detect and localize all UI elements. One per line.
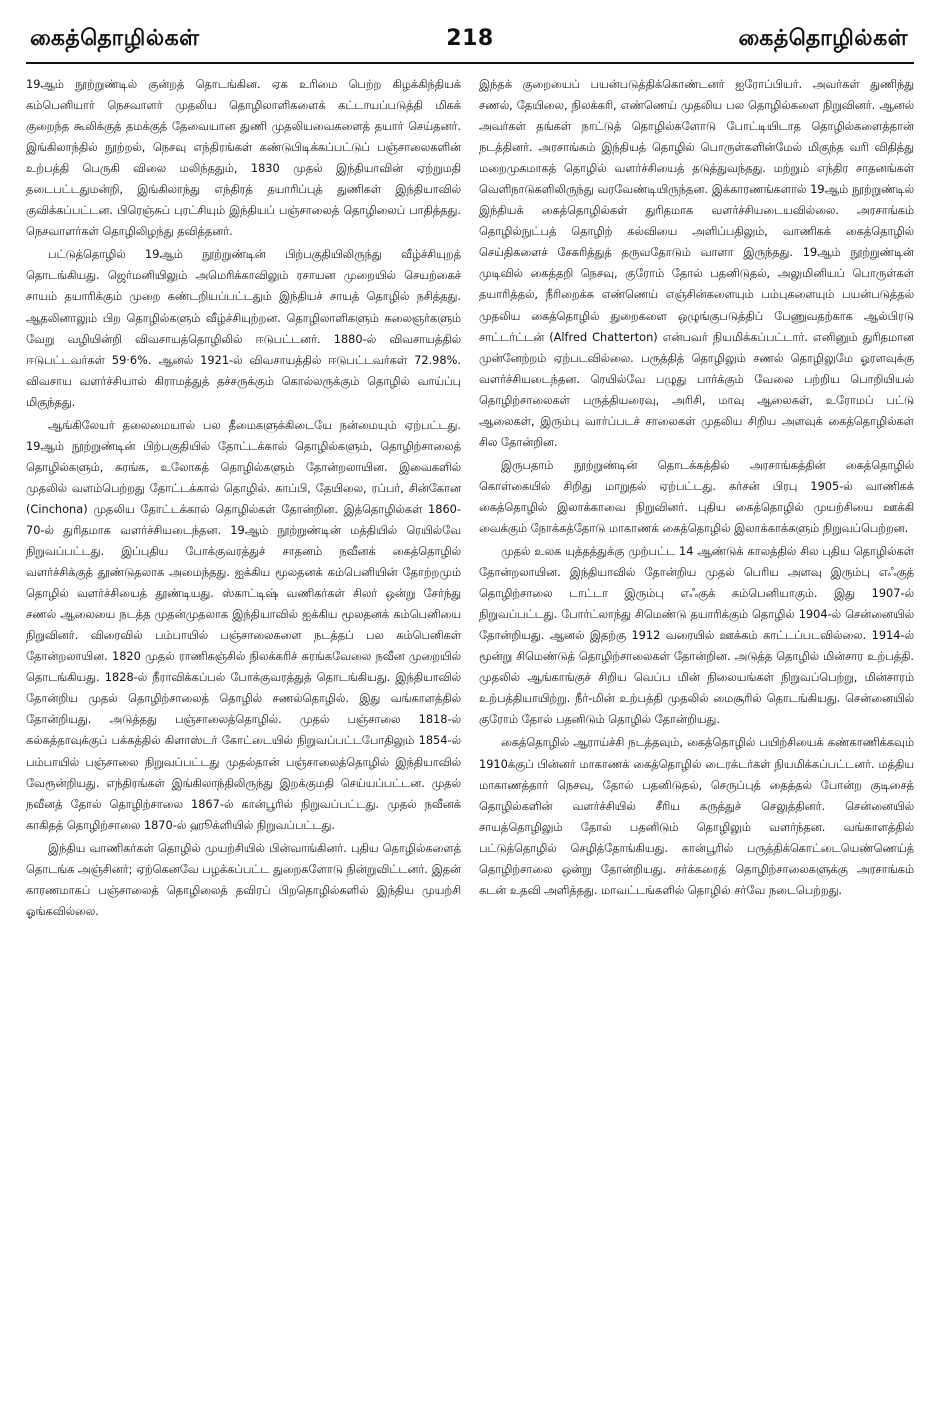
paragraph: முதல் உலக யுத்தத்துக்கு முற்பட்ட 14 ஆண்டுக் காலத்தில் சில புதிய தொழில்கள் தோன்றலாயின. இந்தியாவில் தோன்றிய முதல் பெரிய அளவு இரும்பு எஃகுத் தொழிற்சாலை டாட்டா இரும்பு எஃகுக் கம்பெனியாகும். இது 1907-ல் நிறுவப்பட்டது. போர்ட்லாந்து சிமெண்டு தயாரிக்கும் தொழில் 1904-ல் சென்னையில் தோன்றியது. ஆனல் இதற்கு 1912 வரையில் ஊக்கம் காட்டப்படவில்லை. 1914-ல் மூன்று சிமெண்டுத் தொழிற்சாலைகள் தோன்றின. அடுத்த தொழில் மின்சார உற்பத்தி. முதலில் ஆங்காங்குச் சிறிய வெப்ப மின் நிலையங்கள் நிறுவப்பெற்று, மின்சாரம் உற்பத்தியாயிற்று. நீர்-மின் உற்பத்தி முதலில் மைசூரில் தொடங்கியது. சென்னையில் குரோம் தோல் பதனிடும் தொழில் தோன்றியது. xyxy=(479,544,914,727)
paragraph: இந்திய வாணிகர்கள் தொழில் முயற்சியில் பின்வாங்கினர். புதிய தொழில்களைத் தொடங்க அஞ்சினர்; ஏற்கெனவே பழக்கப்பட்ட துறைகளோடு நின்றுவிட்டனர். இதன் காரணமாகப் பஞ்சாலைத் தொழிலைத் தவிரப் பிறதொழில்களில் இந்திய முயற்சி ஓங்கவில்லை. xyxy=(26,840,461,918)
paragraph: ஆங்கிலேயர் தலைமையால் பல தீமைகளுக்கிடையே நன்மையும் ஏற்பட்டது. 19ஆம் நூற்றுண்டின் பிற்பகுதியில் தோட்டக்கால் தொழில்களும், தொழிற்சாலைத் தொழில்களும், சுரங்க, உலோகத் தொழில்களும் தோன்றலாயின. இவைகளில் முதலில் வளம்பெற்றது தோட்டக்கால் தொழில். காப்பி, தேயிலை, ரப்பர், சின்கோன (Cinchona) முதலிய தோட்டக்கால் தொழில்கள் தோன்றின. இத்தொழில்கள் 1860-70-ல் துரிதமாக வளர்ச்சியடைந்தன. 19ஆம் நூற்றுண்டின் மத்தியில் ரெயில்வே நிறுவப்பட்டது. இப்புதிய போக்குவரத்துச் சாதனம் நவீனக் கைத்தொழில் வளர்ச்சிக்குத் தூண்டுதலாக அமைந்தது. ஐக்கிய மூலதனக் கம்பெனியின் தோற்றமும் தொழில் வளர்ச்சியைத் தூண்டியது. ஸ்காட்டிஷ் வணிகர்கள் சிலர் ஒன்று சேர்ந்து சணல் ஆலையை நடத்த முதன்முதலாக இந்தியாவில் ஐக்கிய மூலதனக் கம்பெனியை நிறுவினர். விரைவில் பம்பாயில் பஞ்சாலைகளை நடத்தப் பல கம்பெனிகள் தோன்றலாயின. 1820 முதல் ராணிகஞ்சில் நிலக்கரிச் சுரங்கவேலை நவீன முறையில் தொடங்கியது. 1828-ல் நீராவிக்கப்பல் போக்குவரத்துத் தொடங்கியது. இந்தியாவில் தோன்றிய முதல் தொழிற்சாலைத் தொழில் சணல்தொழில். இது வங்காளத்தில் தோன்றியது. அடுத்தது பஞ்சாலைத்தொழில். முதல் பஞ்சாலை 1818-ல் கல்கத்தாவுக்குப் பக்கத்தில் கிளாஸ்டர் கோட்டையில் நிறுவப்பட்டபோதிலும் 1854-ல் பம்பாயில் பஞ்சாலை நிறுவப்பட்டது முதல்தான் பஞ்சாலைத்தொழில் இந்தியாவில் வேரூன்றியது. எந்திரங்கள் இங்கிலாந்திலிருந்து இறக்குமதி செய்யப்பட்டன. முதல் நவீனத் தோல் தொழிற்சாலை 1867-ல் கான்பூரில் நிறுவப்பட்டது. முதல் நவீனக் காகிதத் தொழிற்சாலை 1870-ல் ஹூக்ளியில் நிறுவப்பட்டது. xyxy=(26,417,461,832)
right-column xyxy=(479,74,914,922)
left-column xyxy=(26,74,461,922)
running-title-right: கைத்தொழில்கள் xyxy=(738,26,908,51)
paragraph: இருபதாம் நூற்றுண்டின் தொடக்கத்தில் அரசாங்கத்தின் கைத்தொழில் கொள்கையில் சிறிது மாறுதல் ஏற்பட்டது. கர்சன் பிரபு 1905-ல் வாணிகக் கைத்தொழில் இலாக்காவை நிறுவினர். புதிய கைத்தொழில் முயற்சியை ஊக்கி வைக்கும் நோக்கத்தோடு மாகாணக் கைத்தொழில் இலாக்காக்களும் நிறுவப்பெற்றன. xyxy=(479,457,914,535)
text-columns xyxy=(26,74,914,922)
page-header xyxy=(26,22,914,66)
paragraph: பட்டுத்தொழில் 19ஆம் நூற்றுண்டின் பிற்பகுதியிலிருந்து வீழ்ச்சியுறத் தொடங்கியது. ஜெர்மனியிலும் அமெரிக்காவிலும் ரசாயன முறையில் செயற்கைச் சாயம் தயாரிக்கும் முறை கண்டறியப்பட்டதும் இந்தியச் சாயத் தொழில் நசித்தது. ஆதலினாலும் பிற தொழில்களும் வீழ்ச்சியுற்றன. தொழிலாளிகளும் கலைஞர்களும் வேறு வழியின்றி விவசாயத்தொழிலில் ஈடுபட்டனர். 1880-ல் விவசாயத்தில் ஈடுபட்டவர்கள் 59·6%. ஆனல் 1921-ல் விவசாயத்தில் ஈடுபட்டவர்கள் 72.98%. விவசாய வளர்ச்சியால் கிராமத்துத் தச்சருக்கும் கொல்லருக்கும் தொழில் வாய்ப்பு மிகுந்தது. xyxy=(26,247,461,409)
paragraph: கைத்தொழில் ஆராய்ச்சி நடத்தவும், கைத்தொழில் பயிற்சியைக் கண்காணிக்கவும் 1910க்குப் பின்னர் மாகாணக் கைத்தொழில் டைரக்டர்கள் நியமிக்கப்பட்டனர். மத்திய மாகாணத்தார் நெசவு, தோல் பதனிடுதல், செருப்புத் தைத்தல் போன்ற குடிசைத் தொழில்களின் வளர்ச்சியில் சீரிய கருத்துச் செலுத்தினர். சென்னையில் சாயத்தொழிலும் தோல் பதனிடும் தொழிலும் வளர்ந்தன. வங்காளத்தில் பட்டுத்தொழில் செழித்தோங்கியது. கான்பூரில் பருத்திக்கொட்டையெண்ணெய்த் தொழிற்சாலை ஒன்று தோன்றியது. சர்க்கரைத் தொழிற்சாலைகளுக்கு அரசாங்கம் கடன் உதவி அளித்தது. மாவட்டங்களில் தொழில் சர்வே நடைபெற்றது. xyxy=(479,735,914,897)
paragraph: இந்தக் குறையைப் பயன்படுத்திக்கொண்டனர் ஐரோப்பியர். அவர்கள் துணிந்து சணல், தேயிலை, நிலக்கரி, எண்ணெய் முதலிய பல தொழில்களை நிறுவினர். ஆனல் அவர்கள் தங்கள் நாட்டுத் தொழில்களோடு போட்டியிடாத தொழில்களைத்தான் நடத்தினர். அரசாங்கம் இந்தியத் தொழில் பொருள்களின்மேல் மிகுந்த வரி விதித்து மறைமுகமாகத் தொழில் வளர்ச்சியைத் தடுத்துவந்தது. மற்றும் எந்திர சாதனங்கள் வெளிநாடுகளிலிருந்து வரவேண்டியிருந்தன. இக்காரணங்களால் 19ஆம் நூற்றுண்டில் இந்தியக் கைத்தொழில்கள் துரிதமாக வளர்ச்சியடையவில்லை. அரசாங்கம் தொழில்நுட்பத் தொழிற் கல்வியை அளிப்பதிலும், வாணிகக் கைத்தொழில் செய்திகளைச் சேகரித்துத் தருவதோடும் வாளா இருந்தது. 19ஆம் நூற்றுண்டின் முடிவில் கைத்தறி நெசவு, குரோம் தோல் பதனிடுதல், அலுமினியப் பொருள்கள் தயாரித்தல், நீரிறைக்க எண்ணெய் எஞ்சின்களையும் பம்புகளையும் பயன்படுத்தல் முதலிய கைத்தொழில் துறைகளை ஒழுங்குபடுத்திப் பேணுவதற்காக ஆல்பிரடு சாட்டர்ட்டன் (Alfred Chatterton) என்பவர் நியமிக்கப்பட்டார். எனினும் துரிதமான முன்னேற்றம் ஏற்படவில்லை. பருத்தித் தொழிலும் சணல் தொழிலுமே ஓரளவுக்கு வளர்ச்சியடைந்தன. ரெயில்வே பழுது பார்க்கும் வேலை பற்றிய பொறியியல் தொழிற்சாலைகள் பருத்தியரைவு, அரிசி, மாவு ஆலைகள், உரோமப் பட்டு ஆலைகள், இரும்பு வார்ப்படச் சாலைகள் முதலிய சிறிய அளவுக் கைத்தொழில்கள் சில தோன்றின. xyxy=(479,77,914,449)
page-number: 218 xyxy=(446,26,494,51)
header-rule xyxy=(26,62,914,64)
running-title-left: கைத்தொழில்கள் xyxy=(30,26,200,51)
paragraph: 19ஆம் நூற்றுண்டில் குன்றத் தொடங்கின. ஏக உரிமை பெற்ற கிழக்கிந்தியக் கம்பெனியார் நெசவாளர் முதலிய தொழிலாளிகளைக் கட்டாயப்படுத்தி மிகக் குறைந்த கூலிக்குத் தமக்குத் தேவையான துணி முதலியவைகளைத் தயார் செய்தனர். இங்கிலாந்தில் நூற்றல், நெசவு எந்திரங்கள் கண்டுபிடிக்கப்பட்டுப் பஞ்சாலைகளின் உற்பத்தி பெருகி விலை மலிந்ததும், 1830 முதல் இந்தியாவின் ஏற்றுமதி தடைபட்டதுமன்றி, இங்கிலாந்து எந்திரத் தயாரிப்புத் துணிகள் இந்தியாவில் குவிக்கப்பட்டன. பிரெஞ்சுப் புரட்சியும் இந்தியப் பஞ்சாலைத் தொழிலைப் பாதித்தது. நெசவாளர்கள் தொழிலிழந்து தவித்தனர். xyxy=(26,77,461,239)
